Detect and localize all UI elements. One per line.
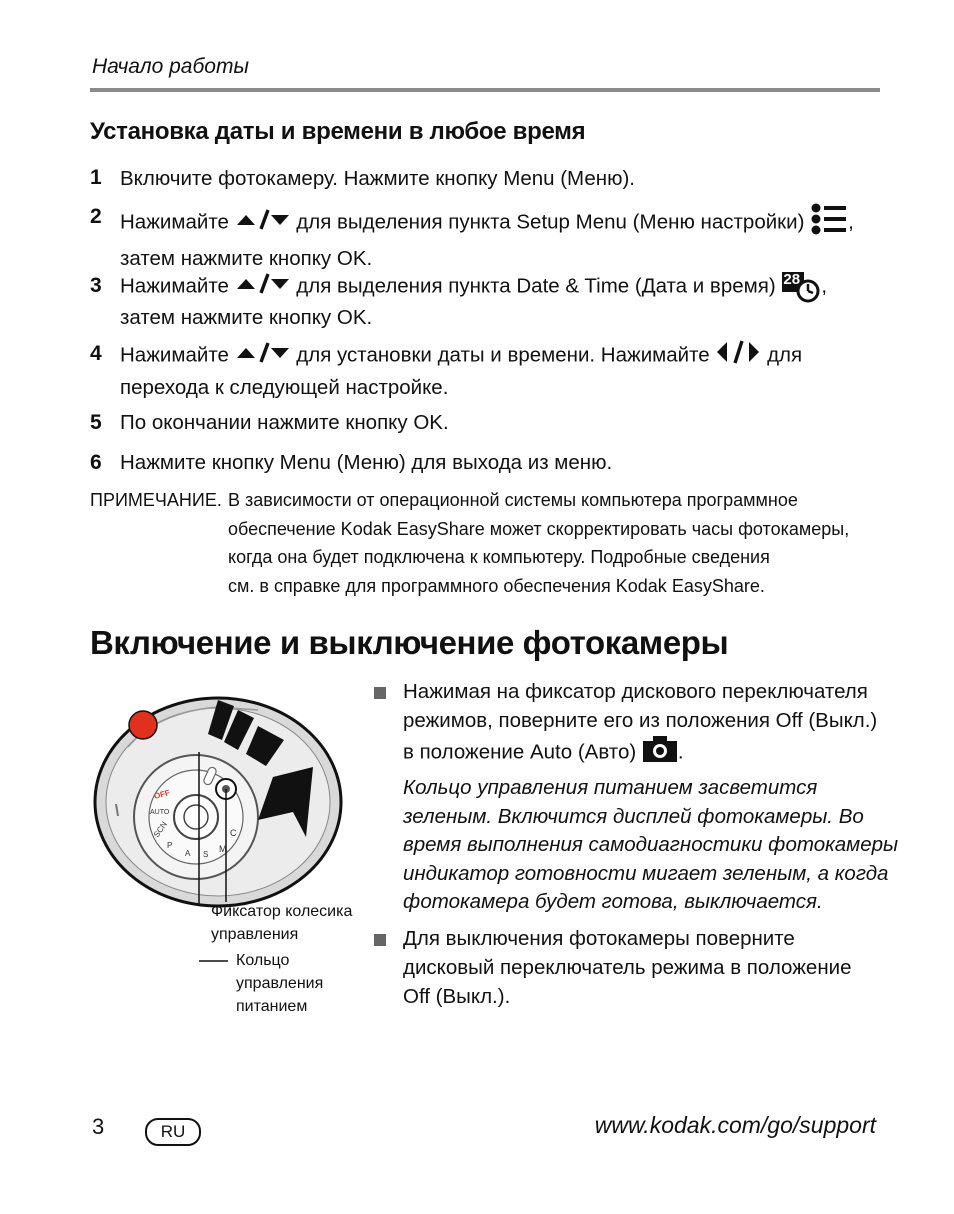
- step-text-part: для выделения пункта Date & Time (Дата и время): [296, 274, 776, 298]
- bullet-line: Off (Выкл.).: [403, 985, 511, 1008]
- bullet-line-part: .: [677, 740, 684, 764]
- bullet-line: Нажимая на фиксатор дискового переключателя: [403, 680, 868, 703]
- callout-power-ring: [236, 949, 323, 1018]
- setup-menu-icon: [810, 202, 848, 244]
- power-ring-description: [403, 774, 898, 917]
- dial-label-c: C: [230, 828, 237, 838]
- step-text-part: ,: [821, 274, 828, 298]
- language-badge: RU: [145, 1118, 201, 1146]
- left-right-arrows-icon: [715, 339, 761, 373]
- callout-line: управления: [236, 975, 324, 992]
- up-down-arrows-icon: [235, 271, 291, 303]
- step-text: По окончании нажмите кнопку OK.: [120, 411, 449, 434]
- note-line: В зависимости от операционной системы компьютера программное: [228, 490, 798, 510]
- callout-line: Кольцо: [236, 952, 290, 969]
- date-icon-number: 28: [783, 271, 801, 288]
- step-text: [120, 202, 854, 273]
- step-text-part: Нажимайте: [120, 343, 229, 367]
- step-text-part: затем нажмите кнопку OK.: [120, 247, 373, 270]
- bullet-line: Для выключения фотокамеры поверните: [403, 927, 795, 950]
- step-number: 1: [90, 166, 102, 189]
- shutter-button: [129, 711, 157, 739]
- italic-line: Кольцо управления питанием засветится: [403, 776, 818, 799]
- dial-label-auto: AUTO: [150, 809, 170, 816]
- step-text-part: Нажимайте: [120, 210, 229, 234]
- note-line: обеспечение Kodak EasyShare может скорректировать часы фотокамеры,: [228, 518, 850, 539]
- section-heading-power: Включение и выключение фотокамеры: [90, 624, 729, 661]
- camera-icon: [642, 735, 678, 771]
- dial-label-m: M: [219, 844, 227, 854]
- step-text-part: для выделения пункта Setup Menu (Меню настройки): [296, 210, 805, 234]
- callout-line: питанием: [236, 998, 308, 1015]
- note-line: см. в справке для программного обеспечения Kodak EasyShare.: [228, 575, 765, 596]
- page-number: 3: [92, 1114, 105, 1139]
- step-text: [120, 271, 827, 332]
- bullet-line: дисковый переключатель режима в положение: [403, 956, 852, 979]
- running-header: Начало работы: [92, 55, 249, 78]
- italic-line: зеленым. Включится дисплей фотокамеры. Во: [403, 804, 864, 828]
- step-text-part: затем нажмите кнопку OK.: [120, 306, 373, 329]
- up-down-arrows-icon: [235, 340, 291, 372]
- callout-dial-lock: [211, 900, 352, 946]
- step-text: Включите фотокамеру. Нажмите кнопку Menu (Меню).: [120, 167, 635, 190]
- camera-dial-figure: [88, 692, 358, 1022]
- step-text-part: ,: [848, 210, 854, 234]
- step-text: [120, 339, 802, 402]
- note-body: [228, 486, 849, 600]
- dial-label-s: S: [203, 850, 209, 859]
- step-number: 5: [90, 411, 102, 434]
- step-text: Нажмите кнопку Menu (Меню) для выхода из меню.: [120, 451, 613, 474]
- callout-line: управления: [211, 926, 299, 943]
- step-number: 6: [90, 451, 102, 474]
- step-text-part: для установки даты и времени. Нажимайте: [296, 343, 710, 367]
- bullet-text: [403, 924, 852, 1011]
- italic-line: фотокамера будет готова, выключается.: [403, 890, 823, 914]
- bullet-marker: [374, 934, 386, 946]
- step-number: 2: [90, 205, 102, 228]
- step-text-part: Нажимайте: [120, 274, 229, 298]
- step-text-part: для: [767, 343, 803, 367]
- section-heading-datetime: Установка даты и времени в любое время: [90, 118, 586, 145]
- header-rule: [90, 88, 880, 92]
- note-line: когда она будет подключена к компьютеру. Подробные сведения: [228, 547, 770, 568]
- dial-label-a: A: [185, 849, 191, 858]
- step-number: 4: [90, 342, 102, 365]
- bullet-line: [403, 735, 877, 771]
- up-down-arrows-icon: [235, 207, 291, 239]
- date-time-icon: [781, 271, 821, 303]
- step-text-part: перехода к следующей настройке.: [120, 376, 449, 399]
- dial-label-p: P: [167, 841, 173, 850]
- italic-line: индикатор готовности мигает зеленым, а когда: [403, 861, 889, 885]
- dial-label-scn: SCN: [151, 820, 169, 839]
- italic-line: время выполнения самодиагностики фотокамеры: [403, 833, 899, 857]
- bullet-line-part: в положение Auto (Авто): [403, 740, 637, 764]
- dial-label-off: OFF: [153, 788, 171, 801]
- step-number: 3: [90, 274, 102, 297]
- callout-line: Фиксатор колесика: [211, 903, 353, 920]
- support-url[interactable]: www.kodak.com/go/support: [594, 1112, 876, 1138]
- note-label: ПРИМЕЧАНИЕ.: [90, 490, 222, 510]
- bullet-marker: [374, 687, 386, 699]
- bullet-text: [403, 677, 877, 771]
- bullet-line: режимов, поверните его из положения Off (Выкл.): [403, 709, 878, 732]
